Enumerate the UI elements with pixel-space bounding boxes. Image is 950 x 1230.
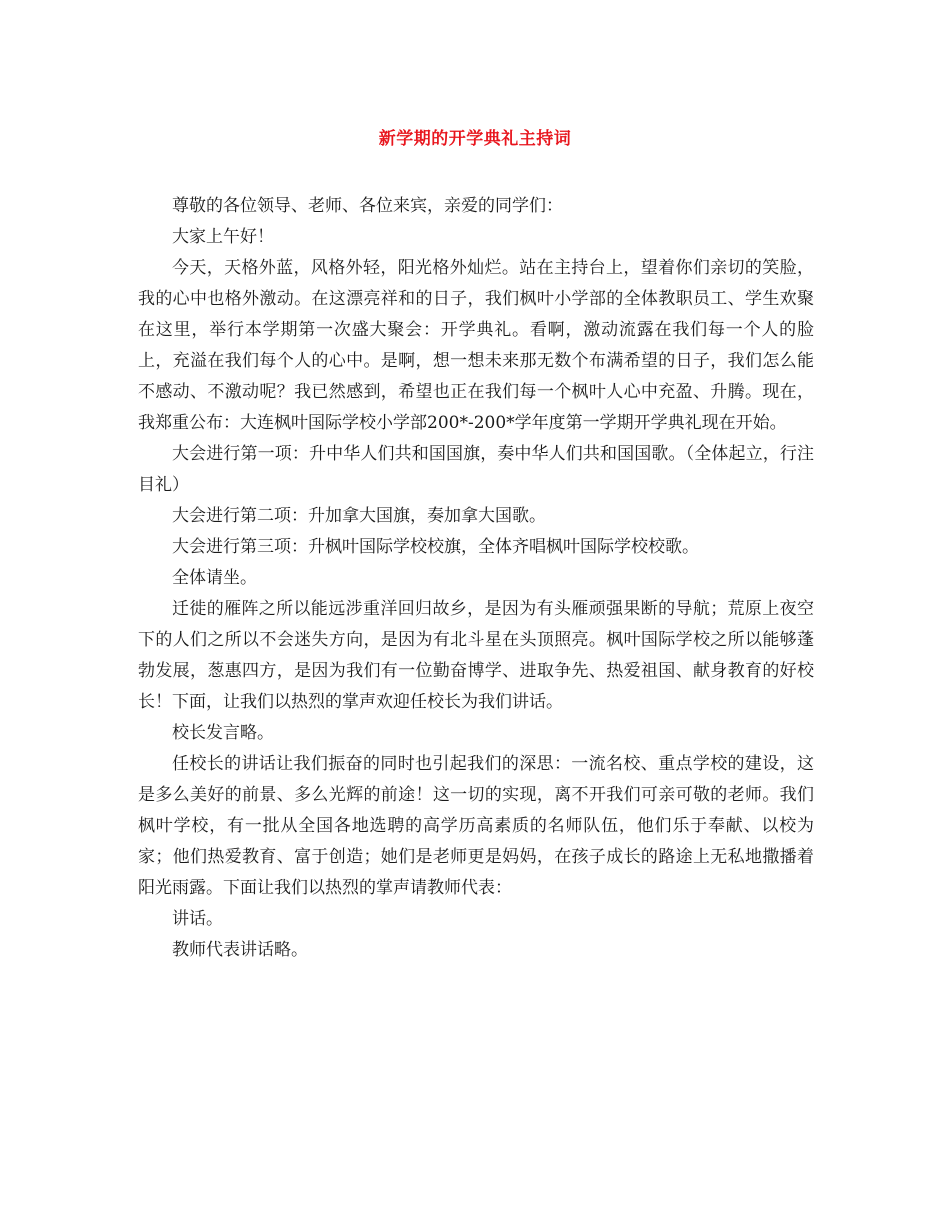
paragraph-item-2: 大会进行第二项：升加拿大国旗，奏加拿大国歌。 [172, 506, 546, 526]
paragraph-be-seated: 全体请坐。 [172, 568, 257, 588]
paragraph-principal-intro: 迁徙的雁阵之所以能远涉重洋回归故乡，是因为有头雁顽强果断的导航；荒原上夜空下的人们之所以不会迷失方向，是因为有北斗星在头顶照亮。枫叶国际学校之所以能够蓬勃发展，葱惠四方，是因为我们有一位勤奋博学、进取争先、热爱祖国、献身教育的好校长！下面，让我们以热烈的掌声欢迎任校长为我们讲话。 [138, 599, 814, 712]
paragraph-speech: 讲话。 [172, 909, 223, 929]
document-body [138, 191, 814, 966]
paragraph-item-3: 大会进行第三项：升枫叶国际学校校旗，全体齐唱枫叶国际学校校歌。 [172, 537, 699, 557]
paragraph-teacher-speech: 教师代表讲话略。 [172, 940, 308, 960]
paragraph-greeting: 大家上午好！ [172, 227, 274, 247]
paragraph-item-1: 大会进行第一项：升中华人们共和国国旗，奏中华人们共和国国歌。（全体起立，行注目礼） [138, 444, 814, 495]
paragraph-principal-speech: 校长发言略。 [172, 723, 274, 743]
paragraph-teacher-intro: 任校长的讲话让我们振奋的同时也引起我们的深思：一流名校、重点学校的建设，这是多么美好的前景、多么光辉的前途！这一切的实现，离不开我们可亲可敬的老师。我们枫叶学校，有一批从全国各地选聘的高学历高素质的名师队伍，他们乐于奉献、以校为家；他们热爱教育、富于创造；她们是老师更是妈妈，在孩子成长的路途上无私地撒播着阳光雨露。下面让我们以热烈的掌声请教师代表： [138, 754, 814, 898]
paragraph-opening: 今天，天格外蓝，风格外轻，阳光格外灿烂。站在主持台上，望着你们亲切的笑脸，我的心中也格外激动。在这漂亮祥和的日子，我们枫叶小学部的全体教职员工、学生欢聚在这里，举行本学期第一次盛大聚会：开学典礼。看啊，激动流露在我们每一个人的脸上，充溢在我们每个人的心中。是啊，想一想未来那无数个布满希望的日子，我们怎么能不感动、不激动呢？我已然感到，希望也正在我们每一个枫叶人心中充盈、升腾。现在，我郑重公布：大连枫叶国际学校小学部200*-200*学年度第一学期开学典礼现在开始。 [138, 258, 814, 433]
document-title: 新学期的开学典礼主持词 [378, 129, 572, 149]
paragraph-salutation: 尊敬的各位领导、老师、各位来宾，亲爱的同学们： [172, 196, 563, 216]
